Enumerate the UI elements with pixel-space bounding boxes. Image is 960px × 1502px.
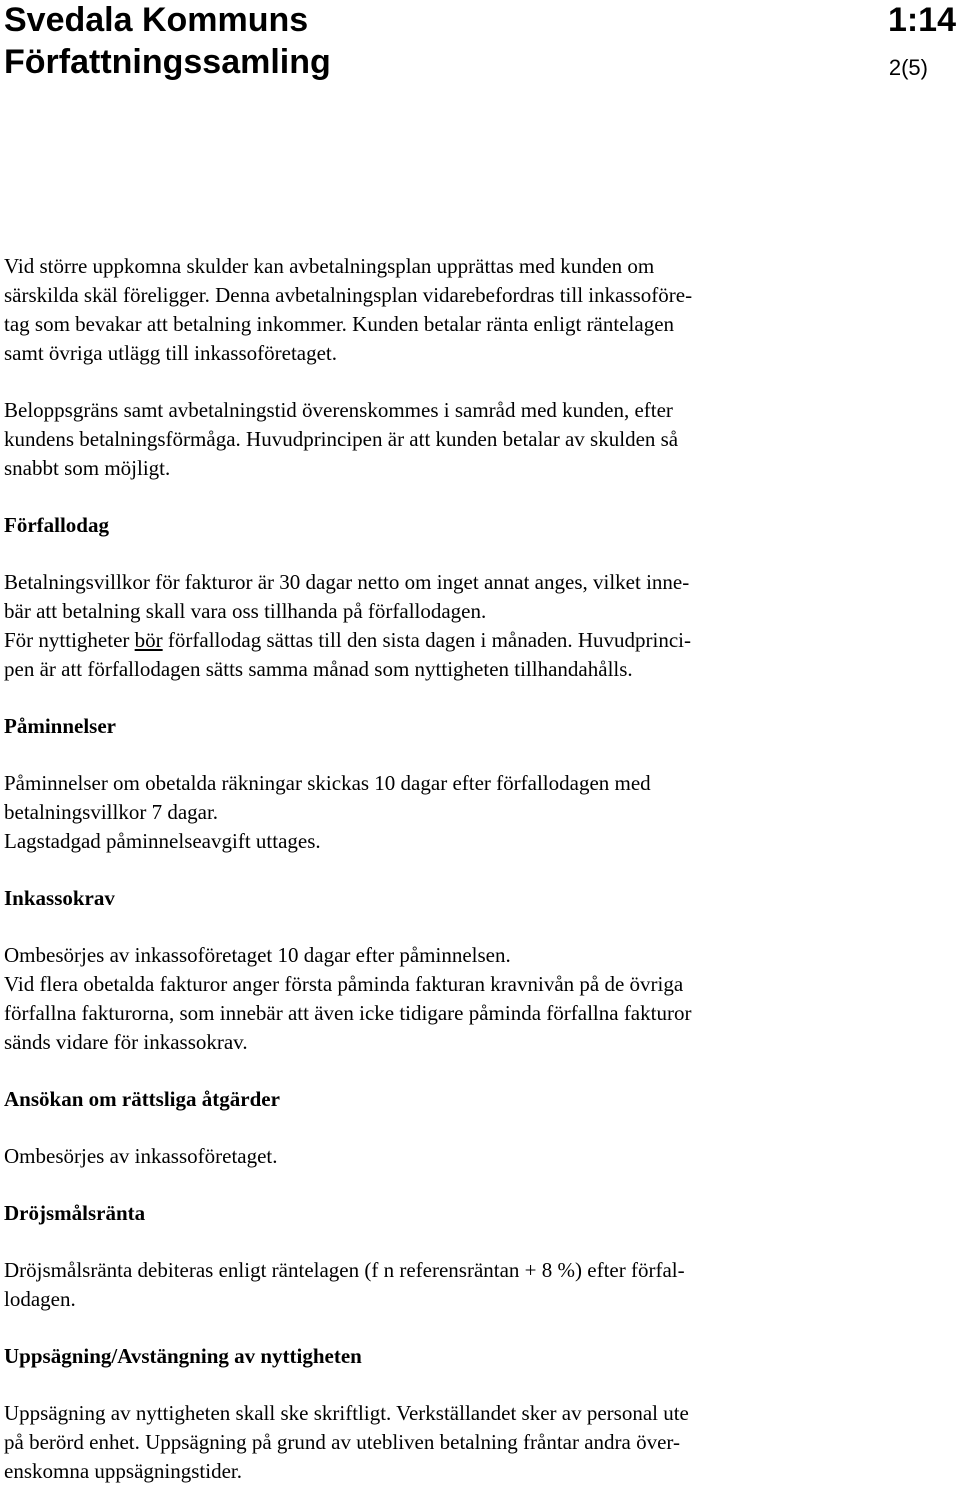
text-line: enskomna uppsägningstider. xyxy=(4,1459,242,1483)
heading-forfallodag: Förfallodag xyxy=(4,513,109,537)
text-line: Påminnelser om obetalda räkningar skickas 10 dagar efter förfallodagen med xyxy=(4,771,651,795)
text-line: särskilda skäl föreligger. Denna avbetalningsplan vidarebefordras till inkassoföre- xyxy=(4,283,693,307)
text-line xyxy=(4,626,834,655)
heading-paminnelser: Påminnelser xyxy=(4,714,116,738)
section-ansokan xyxy=(4,1142,834,1171)
text-line: Lagstadgad påminnelseavgift uttages. xyxy=(4,829,321,853)
text-line: Uppsägning av nyttigheten skall ske skriftligt. Verkställandet sker av personal ute xyxy=(4,1401,689,1425)
text-line: Ombesörjes av inkassoföretaget. xyxy=(4,1144,278,1168)
text-line: sänds vidare för inkassokrav. xyxy=(4,1030,248,1054)
text-line: Ombesörjes av inkassoföretaget 10 dagar efter påminnelsen. xyxy=(4,943,511,967)
page-header xyxy=(0,0,960,90)
document-body xyxy=(4,252,834,1486)
section-drojsmalsranta xyxy=(4,1256,834,1314)
text-line: samt övriga utlägg till inkassoföretaget. xyxy=(4,341,338,365)
text-line: snabbt som möjligt. xyxy=(4,456,171,480)
section-paminnelser xyxy=(4,769,834,856)
heading-inkassokrav: Inkassokrav xyxy=(4,886,115,910)
section-forfallodag xyxy=(4,568,834,684)
text-line: Dröjsmålsränta debiteras enligt räntelagen (f n referensräntan + 8 %) efter förfal- xyxy=(4,1258,685,1282)
document-title-line2: Författningssamling xyxy=(4,43,331,81)
text-line: pen är att förfallodagen sätts samma månad som nyttigheten tillhandahålls. xyxy=(4,657,633,681)
text-line: Vid flera obetalda fakturor anger första påminda fakturan kravnivån på de övriga xyxy=(4,972,684,996)
text-line: kundens betalningsförmåga. Huvudprincipen är att kunden betalar av skulden så xyxy=(4,427,679,451)
text-line: Betalningsvillkor för fakturor är 30 dagar netto om inget annat anges, vilket inne- xyxy=(4,570,690,594)
heading-drojsmalsranta: Dröjsmålsränta xyxy=(4,1201,146,1225)
text-line: på berörd enhet. Uppsägning på grund av utebliven betalning fråntar andra över- xyxy=(4,1430,680,1454)
text-line: bär att betalning skall vara oss tillhanda på förfallodagen. xyxy=(4,599,487,623)
heading-ansokan-rattsliga-atgarder: Ansökan om rättsliga åtgärder xyxy=(4,1087,280,1111)
paragraph-avbetalningsplan xyxy=(4,252,834,368)
text-line: förfallna fakturorna, som innebär att även icke tidigare påminda förfallna fakturor xyxy=(4,1001,692,1025)
text-line: Beloppsgräns samt avbetalningstid överenskommes i samråd med kunden, efter xyxy=(4,398,673,422)
text-line: Vid större uppkomna skulder kan avbetalningsplan upprättas med kunden om xyxy=(4,254,655,278)
text-line: tag som bevakar att betalning inkommer. Kunden betalar ränta enligt räntelagen xyxy=(4,312,675,336)
heading-uppsagning: Uppsägning/Avstängning av nyttigheten xyxy=(4,1344,362,1368)
text-segment: För nyttigheter xyxy=(4,628,135,652)
section-uppsagning xyxy=(4,1399,834,1486)
section-inkassokrav xyxy=(4,941,834,1057)
page-number: 2(5) xyxy=(888,55,928,80)
document-code: 1:14 xyxy=(887,1,956,39)
document-title-line1: Svedala Kommuns xyxy=(4,1,309,39)
underlined-word: bör xyxy=(134,628,163,652)
text-line: lodagen. xyxy=(4,1287,76,1311)
text-line: betalningsvillkor 7 dagar. xyxy=(4,800,219,824)
paragraph-beloppsgrans xyxy=(4,396,834,483)
text-segment: förfallodag sättas till den sista dagen i månaden. Huvudprinci- xyxy=(162,628,692,652)
